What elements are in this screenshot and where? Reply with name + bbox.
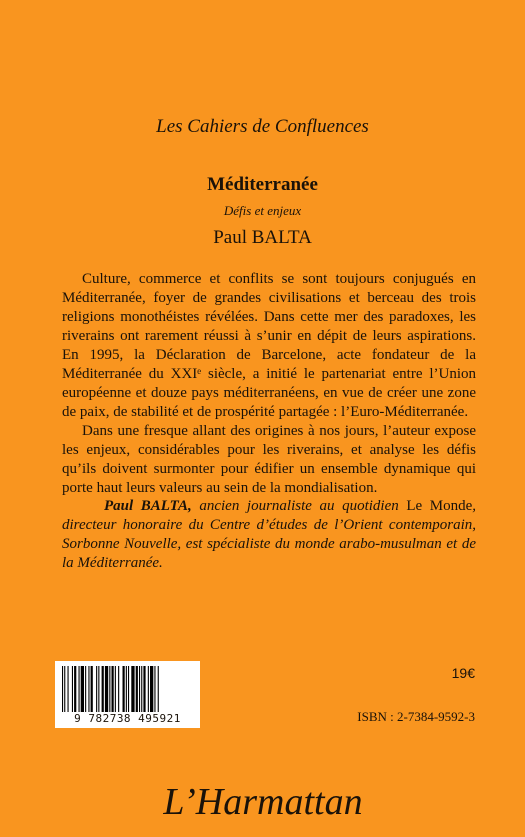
blurb: [62, 270, 476, 498]
series-title: Les Cahiers de Confluences: [156, 116, 369, 137]
isbn: ISBN : 2-7384-9592-3: [357, 709, 475, 724]
author-bio: [62, 497, 476, 573]
bio-text-part-1: ancien journaliste au quotidien: [191, 498, 407, 514]
blurb-paragraph-2: Dans une fresque allant des origines à nos jours, l’auteur expose les enjeux, considérables pour les riverains, et analyse les défis qu’ils doivent surmonter pour édifier un ensemble dynamique qui porte haut leurs valeurs au sein de la mondialisation.: [62, 423, 476, 496]
book-subtitle: Défis et enjeux: [223, 203, 302, 218]
publisher-name: L’Harmattan: [162, 781, 363, 823]
barcode: [55, 661, 200, 728]
author-name: Paul BALTA: [213, 227, 312, 248]
blurb-paragraph-1: Culture, commerce et conflits se sont toujours conjugués en Méditerranée, foyer de grandes civilisations et berceau des trois religions monothéistes révélées. Dans cette mer des paradoxes, les riverains ont rarement réussi à s’unir en dépit de leurs aspirations. En 1995, la Déclaration de Barcelone, acte fondateur de la Méditerranée du XXIᵉ siècle, a initié le partenariat entre l’Union européenne et douze pays méditerranéens, en vue de créer une zone de paix, de stabilité et de prospérité partagée : l’Euro-Méditerranée.: [62, 271, 476, 420]
barcode-digits: 9 782738 495921: [74, 712, 181, 725]
bio-text-part-2: , directeur honoraire du Centre d’études de l’Orient contemporain, Sorbonne Nouvelle, est spécialiste du monde arabo-musulman et de la Méditerranée.: [62, 498, 476, 571]
author-bio-paragraph: [62, 497, 476, 573]
book-title: Méditerranée: [207, 174, 318, 195]
price: 19€: [451, 665, 475, 681]
bio-author-name: Paul BALTA,: [104, 498, 192, 514]
barcode-bars-icon: [60, 666, 195, 712]
publisher-logo: [0, 774, 525, 826]
bio-newspaper: Le Monde: [406, 498, 473, 514]
harmattan-logo-icon: [138, 774, 388, 826]
